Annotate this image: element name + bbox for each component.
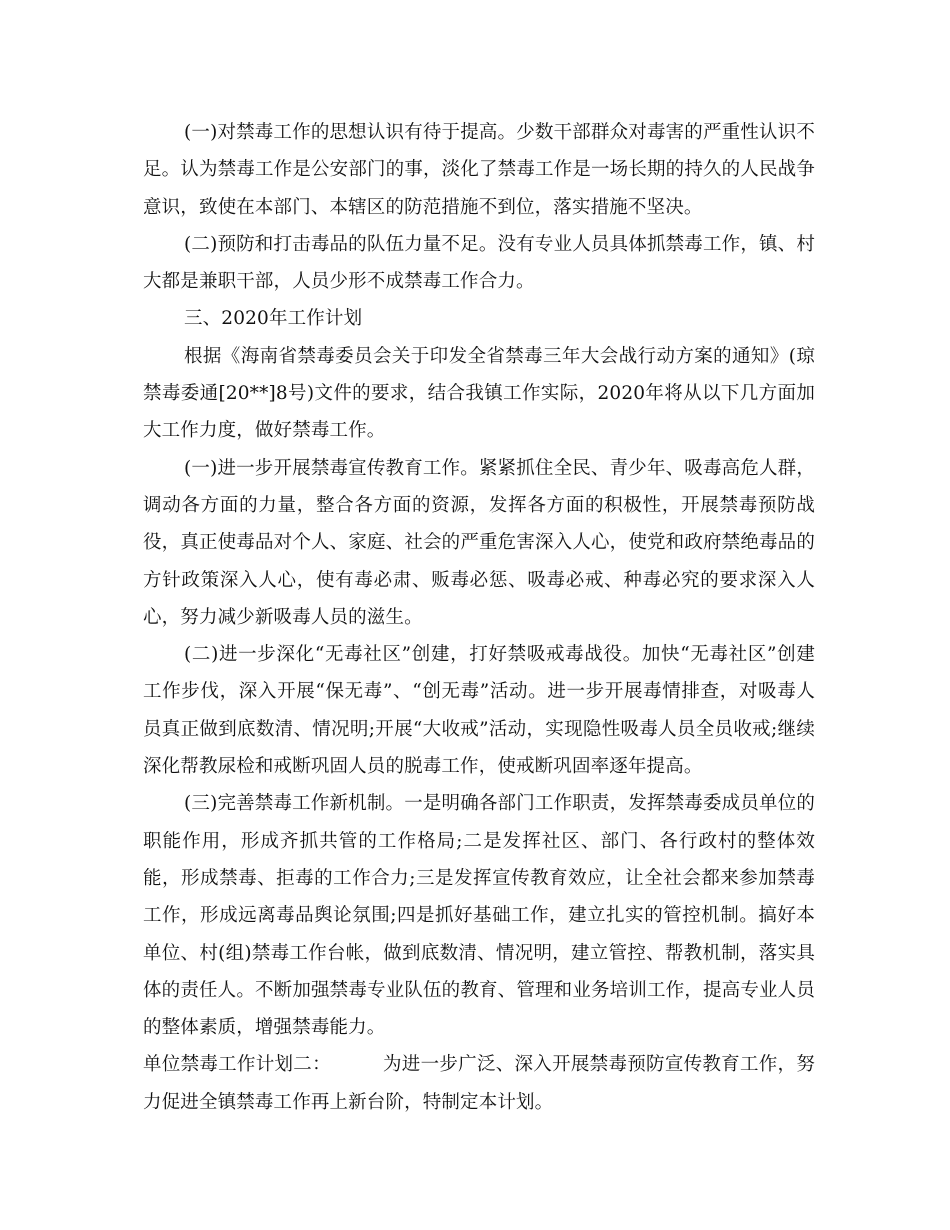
paragraph-drug-free-community: (二)进一步深化“无毒社区”创建，打好禁吸戒毒战役。加快“无毒社区”创建工作步伐，深入开展“保无毒”、“创无毒”活动。进一步开展毒情排查，对吸毒人员真正做到底数清、情况明;开展“大收戒”活动，实现隐性吸毒人员全员收戒;继续深化帮教尿检和戒断巩固人员的脱毒工作，使戒断巩固率逐年提高。 (143, 644, 815, 778)
document-body (143, 114, 815, 1121)
paragraph-plan-basis: 根据《海南省禁毒委员会关于印发全省禁毒三年大会战行动方案的通知》(琼禁毒委通[20**]8号)文件的要求，结合我镇工作实际，2020年将从以下几方面加大工作力度，做好禁毒工作。 (143, 345, 815, 442)
paragraph-new-mechanism: (三)完善禁毒工作新机制。一是明确各部门工作职责，发挥禁毒委成员单位的职能作用，形成齐抓共管的工作格局;二是发挥社区、部门、各行政村的整体效能，形成禁毒、拒毒的工作合力;三是发挥宣传教育效应，让全社会都来参加禁毒工作，形成远离毒品舆论氛围;四是抓好基础工作，建立扎实的管控机制。搞好本单位、村(组)禁毒工作台帐，做到底数清、情况明，建立管控、帮教机制，落实具体的责任人。不断加强禁毒专业队伍的教育、管理和业务培训工作，提高专业人员的整体素质，增强禁毒能力。 (143, 793, 815, 1039)
paragraph-plan-two (143, 1046, 815, 1121)
section-heading-2020-plan: 三、2020年工作计划 (184, 308, 363, 330)
plan-two-heading: 单位禁毒工作计划二： (143, 1054, 331, 1076)
paragraph-team-strength: (二)预防和打击毒品的队伍力量不足。没有专业人员具体抓禁毒工作，镇、村大都是兼职干部，人员少形不成禁毒工作合力。 (143, 233, 815, 293)
paragraph-publicity-education: (一)进一步开展禁毒宣传教育工作。紧紧抓住全民、青少年、吸毒高危人群，调动各方面的力量，整合各方面的资源，发挥各方面的积极性，开展禁毒预防战役，真正使毒品对个人、家庭、社会的严重危害深入人心，使党和政府禁绝毒品的方针政策深入人心，使有毒必肃、贩毒必惩、吸毒必戒、种毒必究的要求深入人心，努力减少新吸毒人员的滋生。 (143, 457, 815, 628)
paragraph-ideological-awareness: (一)对禁毒工作的思想认识有待于提高。少数干部群众对毒害的严重性认识不足。认为禁毒工作是公安部门的事，淡化了禁毒工作是一场长期的持久的人民战争意识，致使在本部门、本辖区的防范措施不到位，落实措施不坚决。 (143, 122, 815, 218)
plan-two-text: 为进一步广泛、深入开展禁毒预防宣传教育工作，努力促进全镇禁毒工作再上新台阶，特制定本计划。 (143, 1054, 815, 1113)
